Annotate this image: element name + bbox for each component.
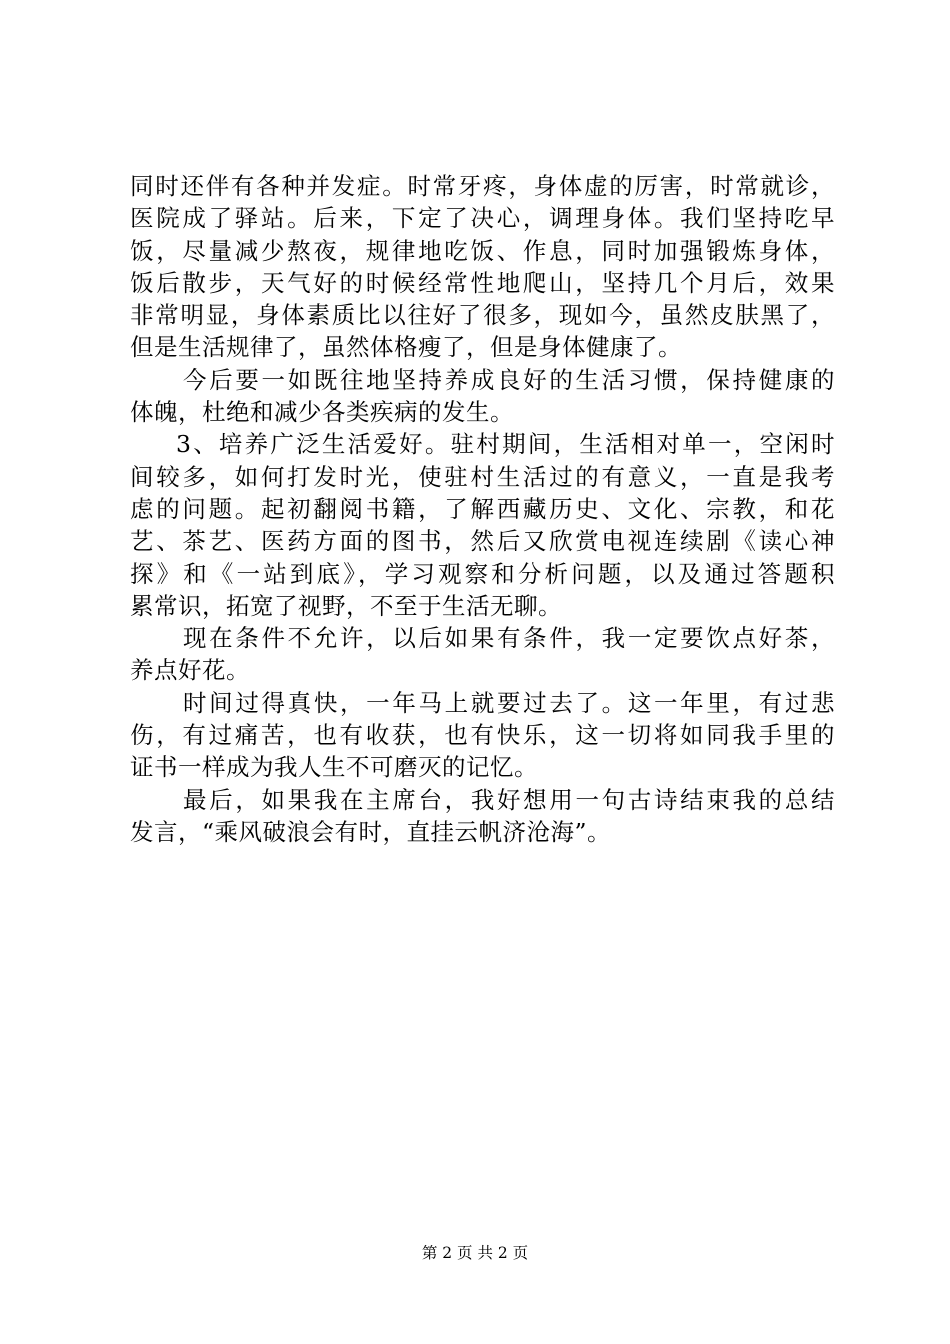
text-line: 时间过得真快，一年马上就要过去了。这一年里，有过悲 [183, 688, 835, 717]
text-line: 发言，“乘风破浪会有时，直挂云帆济沧海”。 [130, 817, 612, 846]
paragraph [130, 784, 835, 849]
text-line: 艺、茶艺、医药方面的图书，然后又欣赏电视连续剧《读心神 [130, 527, 835, 556]
paragraph [130, 364, 835, 429]
text-line: 同时还伴有各种并发症。时常牙疼，身体虚的厉害，时常就诊， [130, 172, 835, 200]
paragraph [130, 170, 835, 364]
text-line: 体魄，杜绝和减少各类疾病的发生。 [130, 398, 514, 427]
text-line: 现在条件不允许，以后如果有条件，我一定要饮点好茶， [183, 624, 835, 653]
paragraph [130, 687, 835, 784]
text-line: 探》和《一站到底》，学习观察和分析问题，以及通过答题积 [130, 559, 835, 588]
text-line: 间较多，如何打发时光，使驻村生活过的有意义，一直是我考 [130, 462, 835, 491]
text-line: 证书一样成为我人生不可磨灭的记忆。 [130, 753, 538, 782]
paragraph [130, 428, 835, 622]
text-line: 今后要一如既往地坚持养成良好的生活习惯，保持健康的 [183, 365, 835, 394]
text-line: 饭，尽量减少熬夜，规律地吃饭、作息，同时加强锻炼身体， [130, 236, 835, 265]
text-line: 虑的问题。起初翻阅书籍，了解西藏历史、文化、宗教，和花 [130, 494, 835, 523]
text-line: 非常明显，身体素质比以往好了很多，现如今，虽然皮肤黑了， [130, 301, 835, 330]
text-line: 医院成了驿站。后来，下定了决心，调理身体。我们坚持吃早 [130, 204, 835, 233]
text-line: 伤，有过痛苦，也有收获，也有快乐，这一切将如同我手里的 [130, 721, 835, 750]
text-line: 3、培养广泛生活爱好。驻村期间，生活相对单一，空闲时 [176, 430, 835, 459]
text-line: 养点好花。 [130, 656, 250, 685]
text-line: 最后，如果我在主席台，我好想用一句古诗结束我的总结 [183, 785, 835, 814]
text-line: 但是生活规律了，虽然体格瘦了，但是身体健康了。 [130, 333, 682, 362]
paragraph [130, 622, 835, 687]
page-number-footer: 第 2 页 共 2 页 [421, 1244, 529, 1262]
text-line: 累常识，拓宽了视野，不至于生活无聊。 [130, 591, 562, 620]
text-line: 饭后散步，天气好的时候经常性地爬山，坚持几个月后，效果 [130, 268, 835, 297]
document-body [130, 170, 835, 848]
